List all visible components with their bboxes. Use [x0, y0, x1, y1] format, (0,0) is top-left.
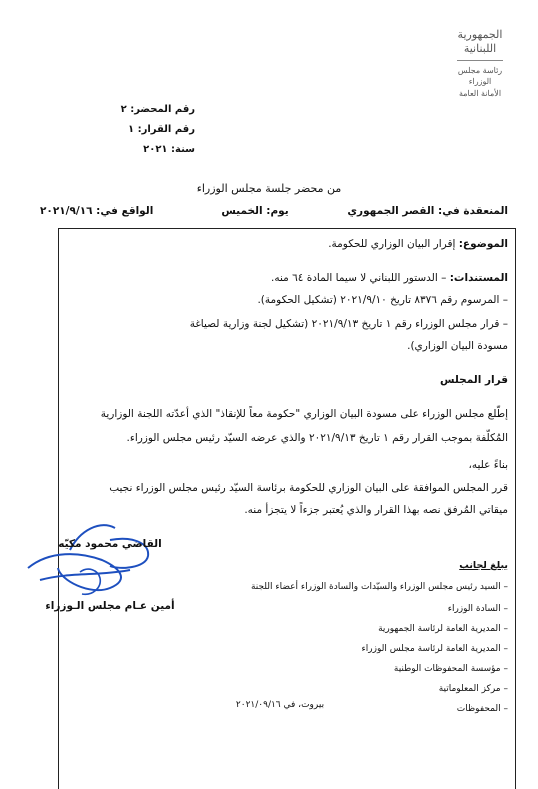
based-on-text: بناءً عليه،	[468, 459, 508, 471]
distribution-item: – المديرية العامة لرئاسة مجلس الوزراء	[361, 644, 508, 654]
distribution-heading: يبلغ لجانب	[459, 560, 508, 571]
reference-item: – المرسوم رقم ٨٣٧٦ تاريخ ٢٠٢١/٩/١٠ (تشكيل الحكومة).	[257, 294, 508, 306]
distribution-item: – السادة الوزراء	[447, 604, 508, 614]
decision-paragraph-2-line-1: قرر المجلس الموافقة على البيان الوزاري للحكومة برئاسة السيّد رئيس مجلس الوزراء نجيب	[109, 482, 508, 494]
decision-paragraph-2-line-2: ميقاتي المُرفق نصه بهذا القرار والذي يُعتبر جزءاً لا يتجزأ منه.	[244, 504, 508, 516]
minutes-number: رقم المحضر: ٢	[120, 104, 195, 115]
distribution-item: – السيد رئيس مجلس الوزراء والسيّدات والسادة الوزراء أعضاء اللجنة	[250, 582, 508, 592]
session-day: يوم: الخميس	[221, 205, 289, 217]
session-date: الواقع في: ٢٠٢١/٩/١٦	[40, 205, 154, 217]
reference-item: – قرار مجلس الوزراء رقم ١ تاريخ ٢٠٢١/٩/١٣ (تشكيل لجنة وزارية لصياغة	[189, 318, 508, 330]
decision-paragraph-1-line-2: المُكلّفة بموجب القرار رقم ١ تاريخ ٢٠٢١/٩/١٣ والذي عرضه السيّد رئيس مجلس الوزراء.	[126, 432, 508, 444]
logo-divider	[457, 60, 503, 61]
logo-line-4: الأمانة العامة	[458, 89, 502, 98]
references-label: المستندات:	[449, 272, 508, 284]
decision-paragraph-1-line-1: إطّلع مجلس الوزراء على مسودة البيان الوزاري "حكومة معاً للإنقاذ" الذي أعدّته اللجنة الوزارية	[100, 408, 508, 420]
subject-label: الموضوع:	[458, 238, 508, 250]
subject-line	[88, 234, 508, 254]
government-logo	[450, 28, 510, 128]
signature-scribble	[10, 510, 160, 610]
distribution-item: – المديرية العامة لرئاسة الجمهورية	[378, 624, 508, 634]
decision-number: رقم القرار: ١	[127, 124, 195, 135]
reference-item: – الدستور اللبناني لا سيما المادة ٦٤ منه.	[271, 272, 447, 284]
signatory-role: أمين عـام مجلس الـوزراء	[45, 600, 175, 612]
references-line-1	[68, 268, 508, 288]
logo-line-1: الجمهورية	[457, 28, 503, 41]
distribution-item: – مركز المعلوماتية	[438, 684, 508, 694]
signatory-name: القاضي محمود مكيّه	[58, 538, 162, 550]
year: سنة: ٢٠٢١	[143, 144, 195, 155]
reference-item: مسودة البيان الوزاري).	[407, 340, 508, 352]
page-title: من محضر جلسة مجلس الوزراء	[196, 182, 342, 195]
distribution-item: – مؤسسة المحفوظات الوطنية	[393, 664, 508, 674]
held-at: المنعقدة في: القصر الجمهوري	[347, 205, 508, 217]
place-date: بيروت، في ٢٠٢١/٠٩/١٦	[235, 700, 325, 710]
subject-text: إقرار البيان الوزاري للحكومة.	[328, 238, 456, 250]
logo-line-3: رئاسة مجلس الوزراء	[457, 66, 503, 86]
distribution-item: – المحفوظات	[456, 704, 508, 714]
meta-block	[55, 100, 195, 160]
decision-heading: قرار المجلس	[440, 374, 508, 386]
logo-line-2: اللبنانية	[463, 42, 497, 55]
